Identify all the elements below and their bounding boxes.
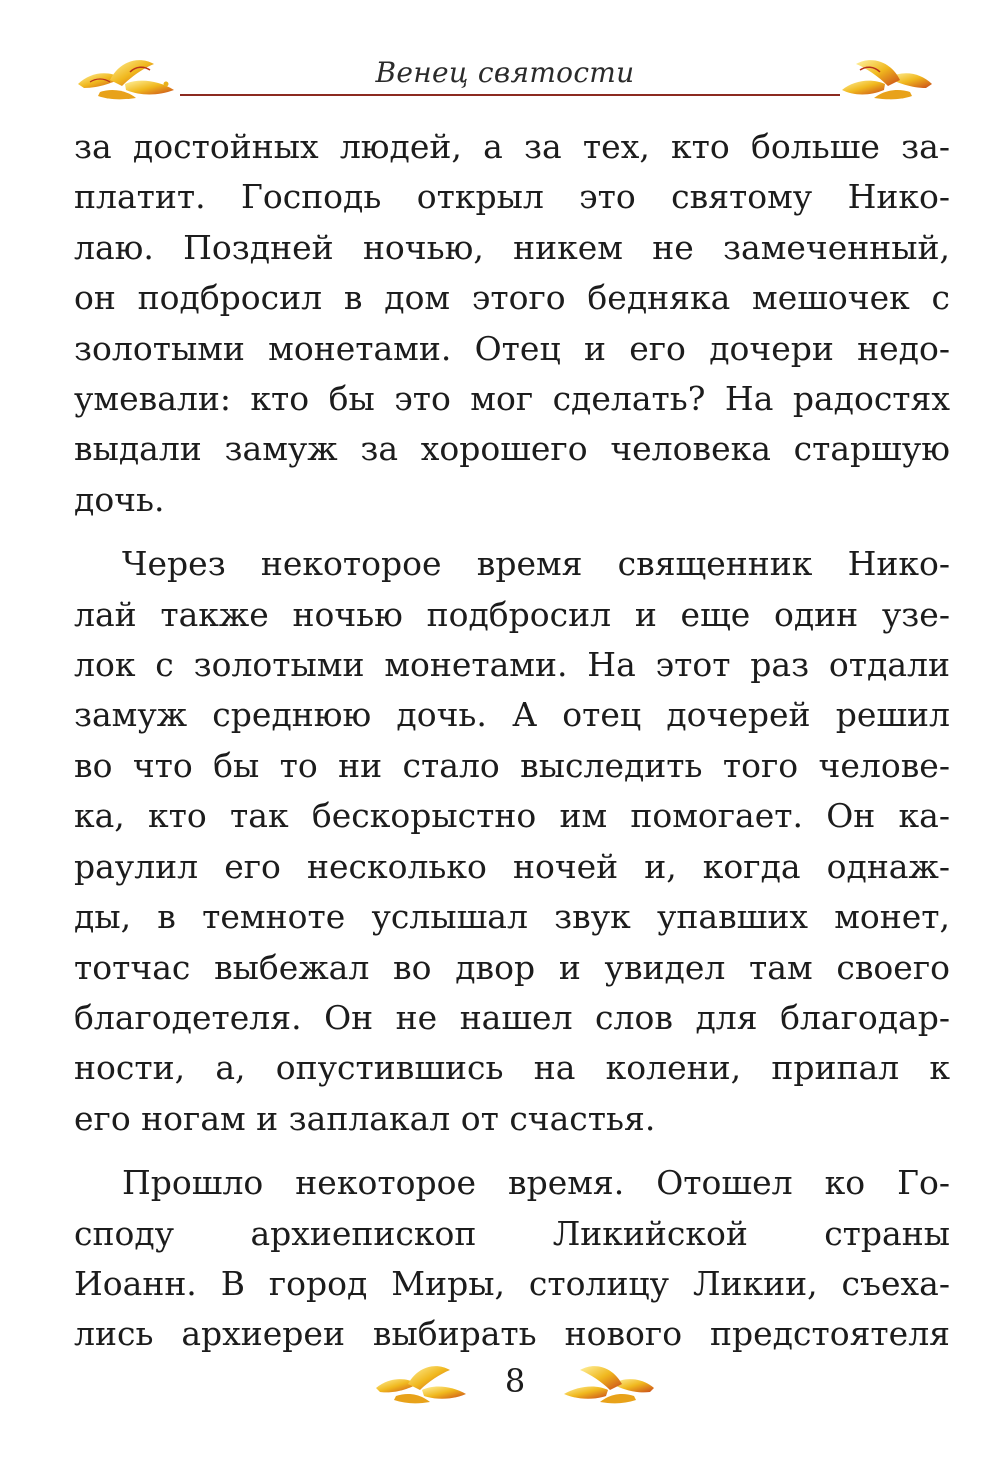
text-line: благодетеля. Он не нашел слов для благодар- bbox=[74, 997, 950, 1037]
text-line: за достойных людей, а за тех, кто больше за- bbox=[74, 127, 950, 166]
text-line: его ногам и заплакал от счастья. bbox=[74, 1098, 656, 1138]
text-line: ка, кто так бескорыстно им помогает. Он ка- bbox=[74, 796, 950, 836]
text-line: умевали: кто бы это мог сделать? На радостях bbox=[74, 379, 950, 419]
running-header-title: Венец святости bbox=[375, 56, 635, 89]
header-rule bbox=[180, 94, 840, 96]
body-text bbox=[74, 122, 950, 1360]
text-line: выдали замуж за хорошего человека старшую bbox=[74, 429, 950, 469]
text-line: лок с золотыми монетами. На этот раз отдали bbox=[74, 645, 950, 685]
text-line: тотчас выбежал во двор и увидел там своего bbox=[74, 947, 950, 987]
text-line: лаю. Поздней ночью, никем не замеченный, bbox=[74, 227, 950, 267]
text-line: лись архиереи выбирать нового предстоятеля bbox=[74, 1314, 950, 1354]
header-right-ornament-icon bbox=[840, 54, 940, 104]
text-line: споду архиепископ Ликийской страны bbox=[74, 1213, 950, 1253]
paragraph-1 bbox=[74, 122, 950, 525]
paragraph-2 bbox=[74, 539, 950, 1144]
running-header bbox=[70, 50, 940, 110]
text-line: платит. Господь открыл это святому Нико- bbox=[74, 177, 950, 217]
text-line: во что бы то ни стало выследить того челове- bbox=[74, 745, 950, 785]
footer-left-ornament-icon bbox=[370, 1358, 470, 1408]
text-line: Прошло некоторое время. Отошел ко Го- bbox=[122, 1163, 950, 1203]
text-line: дочь. bbox=[74, 479, 165, 519]
text-line: ности, а, опустившись на колени, припал к bbox=[74, 1048, 950, 1088]
text-line: раулил его несколько ночей и, когда однаж- bbox=[74, 846, 950, 886]
text-line: Через некоторое время священник Нико- bbox=[122, 544, 950, 584]
text-line: ды, в темноте услышал звук упавших монет, bbox=[74, 897, 950, 937]
page-number: 8 bbox=[504, 1362, 526, 1400]
text-line: он подбросил в дом этого бедняка мешочек с bbox=[74, 278, 950, 318]
page-footer bbox=[370, 1352, 660, 1422]
text-line: Иоанн. В город Миры, столицу Ликии, съеха- bbox=[74, 1263, 950, 1303]
header-left-ornament-icon bbox=[70, 54, 180, 104]
text-line: золотыми монетами. Отец и его дочери недо- bbox=[74, 328, 950, 368]
text-line: замуж среднюю дочь. А отец дочерей решил bbox=[74, 695, 950, 735]
paragraph-3 bbox=[74, 1158, 950, 1360]
footer-right-ornament-icon bbox=[560, 1358, 660, 1408]
text-line: лай также ночью подбросил и еще один узе- bbox=[74, 594, 950, 634]
